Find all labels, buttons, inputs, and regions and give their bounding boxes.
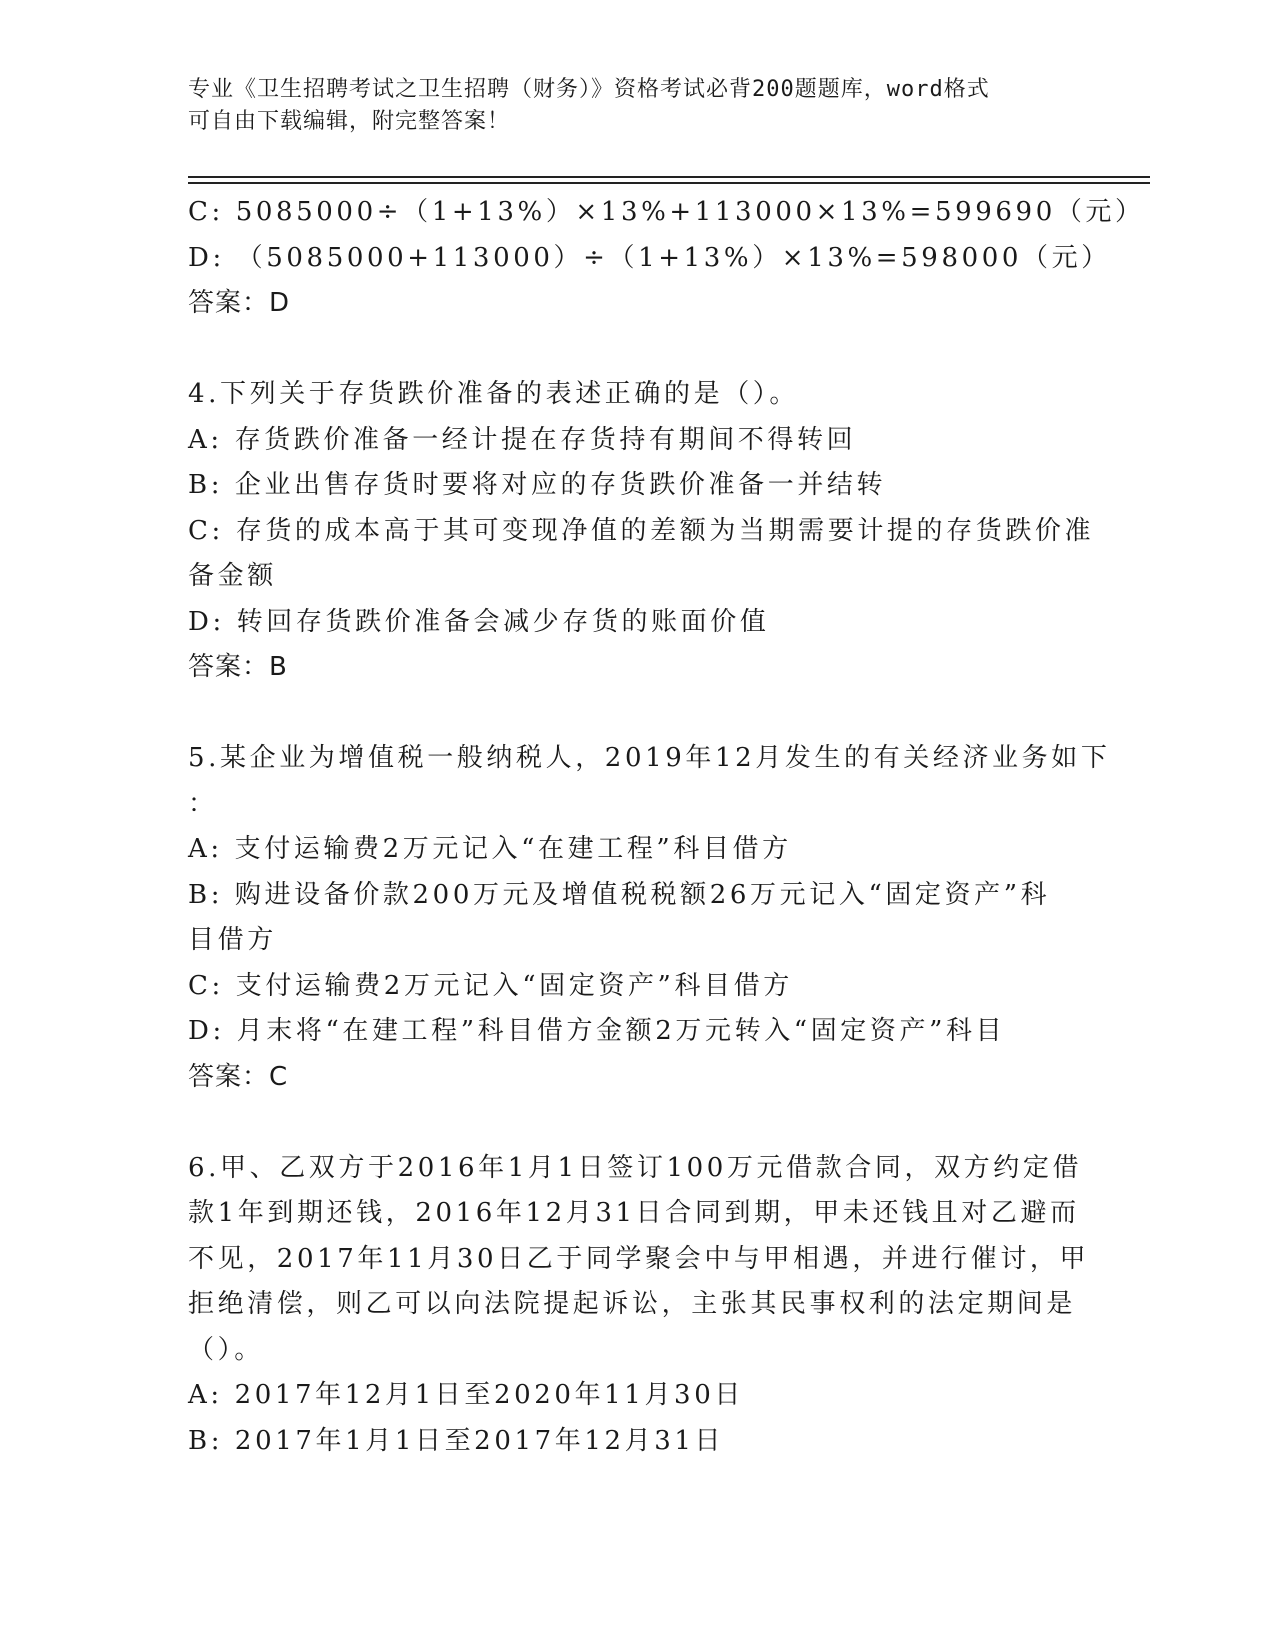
question-text: 6.甲、乙双方于2016年1月1日签订100万元借款合同，双方约定借 xyxy=(188,1152,1083,1183)
question-text: 5.某企业为增值税一般纳税人，2019年12月发生的有关经济业务如下 xyxy=(188,743,1111,773)
spacer xyxy=(188,1100,1088,1146)
option-b: B: 2017年1月1日至2017年12月31日 xyxy=(188,1425,725,1456)
answer: 答案：C xyxy=(188,1061,289,1092)
question-3-tail xyxy=(188,190,1145,327)
option-b-continued: 目借方 xyxy=(188,925,277,955)
document-body xyxy=(188,190,1145,1464)
question-5 xyxy=(188,736,1111,1100)
header-rule-bottom xyxy=(188,182,1150,184)
question-text: 4.下列关于存货跌价准备的表述正确的是（）。 xyxy=(188,379,800,409)
question-text-continued: 拒绝清偿，则乙可以向法院提起诉讼，主张其民事权利的法定期间是 xyxy=(188,1289,1077,1319)
question-text-continued: ： xyxy=(188,788,218,819)
header-line-2: 可自由下载编辑，附完整答案！ xyxy=(188,109,511,134)
answer: 答案：D xyxy=(188,288,291,318)
option-c: C: 5085000÷（1+13%）×13%+113000×13%=599690（元） xyxy=(188,197,1145,227)
option-b: B: 购进设备价款200万元及增值税税额26万元记入“固定资产”科 xyxy=(188,879,1051,910)
question-text-continued: 不见，2017年11月30日乙于同学聚会中与甲相遇，并进行催讨，甲 xyxy=(188,1243,1090,1274)
header-line-1: 专业《卫生招聘考试之卫生招聘（财务）》资格考试必背200题题库，word格式 xyxy=(188,77,990,102)
option-a: A: 2017年12月1日至2020年11月30日 xyxy=(188,1380,744,1410)
option-a: A: 支付运输费2万元记入“在建工程”科目借方 xyxy=(188,834,792,864)
answer: 答案：B xyxy=(188,652,288,682)
option-d: D: 月末将“在建工程”科目借方金额2万元转入“固定资产”科目 xyxy=(188,1016,1006,1046)
option-d: D: 转回存货跌价准备会减少存货的账面价值 xyxy=(188,606,770,637)
question-text-continued: 款1年到期还钱，2016年12月31日合同到期，甲未还钱且对乙避而 xyxy=(188,1198,1080,1228)
option-c-continued: 备金额 xyxy=(188,561,277,591)
option-d: D: （5085000+113000）÷（1+13%）×13%=598000（元） xyxy=(188,242,1111,273)
option-b: B: 企业出售存货时要将对应的存货跌价准备一并结转 xyxy=(188,470,887,500)
question-6 xyxy=(188,1146,1088,1465)
option-c: C: 存货的成本高于其可变现净值的差额为当期需要计提的存货跌价准 xyxy=(188,515,1095,546)
option-c: C: 支付运输费2万元记入“固定资产”科目借方 xyxy=(188,970,793,1001)
question-4 xyxy=(188,372,1095,691)
spacer xyxy=(188,327,1088,373)
question-text-continued: （）。 xyxy=(188,1334,264,1365)
document-header xyxy=(188,74,1068,138)
option-a: A: 存货跌价准备一经计提在存货持有期间不得转回 xyxy=(188,424,857,455)
spacer xyxy=(188,691,1088,737)
header-rule-top xyxy=(188,176,1150,178)
